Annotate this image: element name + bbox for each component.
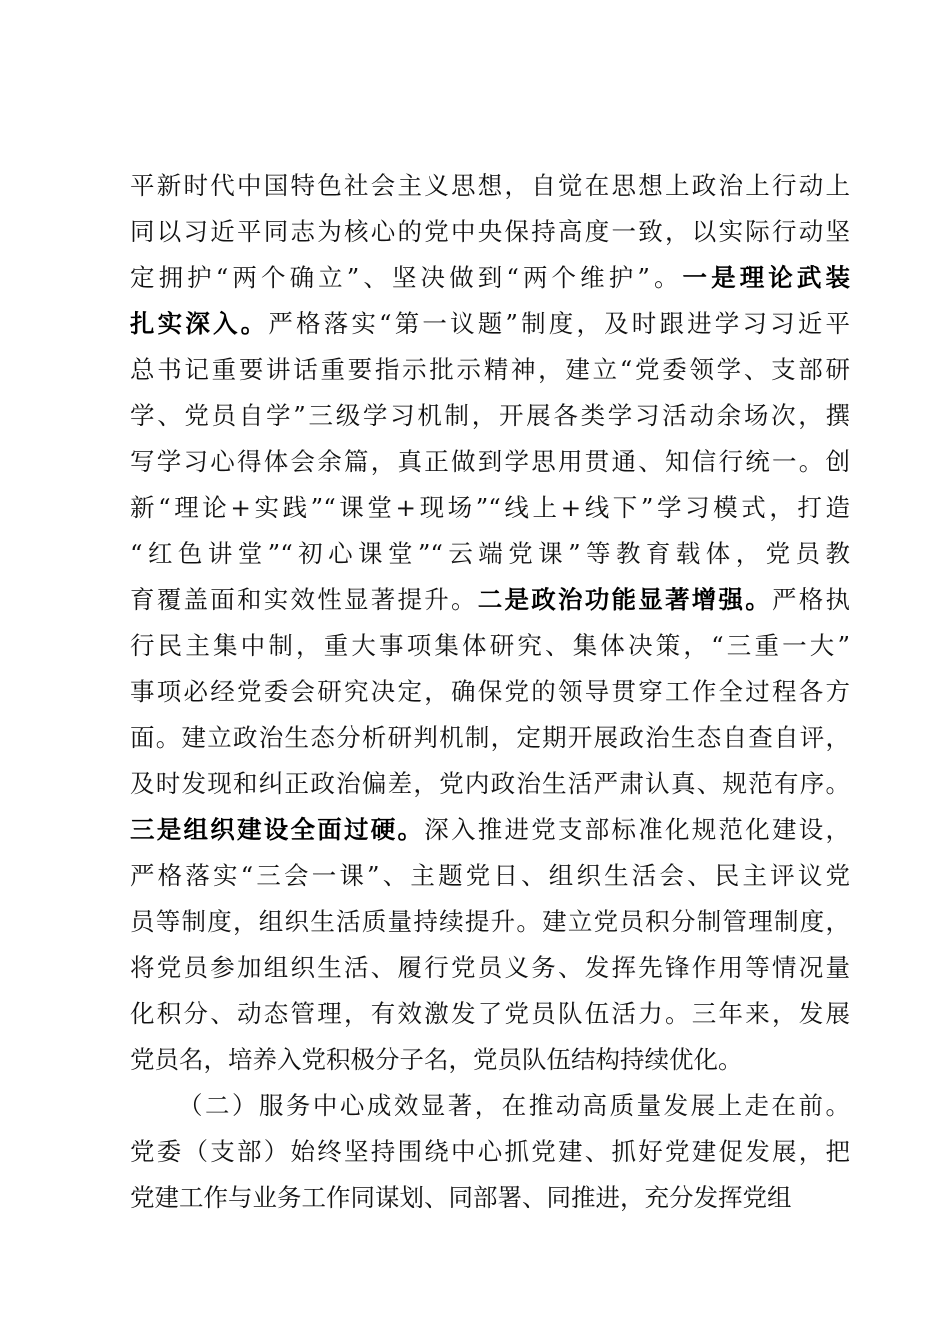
text-segment: 严格落实“三会一课”、主题党日、组织生活会、民主评议党 — [130, 861, 850, 890]
text-segment: 新“理论+实践”“课堂+现场”“线上+线下”学习模式，打造 — [130, 493, 850, 522]
text-segment: 深入推进党支部标准化规范化建设， — [424, 815, 850, 844]
text-segment: 严格落实“第一议题”制度，及时跟进学习习近平 — [268, 309, 850, 338]
text-line — [130, 209, 850, 255]
text-line — [130, 761, 850, 807]
text-line — [130, 531, 850, 577]
text-line — [130, 1175, 850, 1221]
text-line — [130, 347, 850, 393]
body-text — [130, 163, 850, 1221]
text-line — [130, 807, 850, 853]
text-line — [130, 899, 850, 945]
text-line — [130, 853, 850, 899]
text-segment: 将党员参加组织生活、履行党员义务、发挥先锋作用等情况量 — [130, 953, 850, 982]
text-segment: （二）服务中心成效显著，在推动高质量发展上走在前。 — [178, 1091, 850, 1120]
text-segment: “红色讲堂”“初心课堂”“云端党课”等教育载体，党员教 — [130, 539, 850, 568]
text-segment: 党建工作与业务工作同谋划、同部署、同推进，充分发挥党组 — [130, 1183, 792, 1212]
bold-heading-phrase: 二是政治功能显著增强。 — [477, 585, 772, 614]
bold-heading-phrase: 三是组织建设全面过硬。 — [130, 815, 425, 844]
text-line — [130, 439, 850, 485]
text-segment: 党员名，培养入党积极分子名，党员队伍结构持续优化。 — [130, 1045, 743, 1074]
text-segment: 化积分、动态管理，有效激发了党员队伍活力。三年来，发展 — [130, 999, 850, 1028]
text-segment: 严格执 — [772, 585, 850, 614]
text-segment: 党委（支部）始终坚持围绕中心抓党建、抓好党建促发展，把 — [130, 1137, 850, 1166]
text-line — [130, 1129, 850, 1175]
text-segment: 平新时代中国特色社会主义思想，自觉在思想上政治上行动上 — [130, 171, 850, 200]
text-segment: 同以习近平同志为核心的党中央保持高度一致，以实际行动坚 — [130, 217, 850, 246]
text-segment: 事项必经党委会研究决定，确保党的领导贯穿工作全过程各方 — [130, 677, 850, 706]
text-segment: 行民主集中制，重大事项集体研究、集体决策，“三重一大” — [130, 631, 850, 660]
text-segment: 总书记重要讲话重要指示批示精神，建立“党委领学、支部研 — [130, 355, 850, 384]
text-segment: 面。建立政治生态分析研判机制，定期开展政治生态自查自评， — [130, 723, 850, 752]
text-line — [130, 991, 850, 1037]
bold-heading-phrase: 扎实深入。 — [130, 309, 269, 338]
text-line — [130, 1037, 850, 1083]
text-segment: 育覆盖面和实效性显著提升。 — [130, 585, 478, 614]
text-line — [130, 1083, 850, 1129]
text-line — [130, 577, 850, 623]
text-line — [130, 945, 850, 991]
text-line — [130, 623, 850, 669]
text-line — [130, 301, 850, 347]
text-line — [130, 255, 850, 301]
text-segment: 学、党员自学”三级学习机制，开展各类学习活动余场次，撰 — [130, 401, 850, 430]
text-line — [130, 163, 850, 209]
text-segment: 及时发现和纠正政治偏差，党内政治生活严肃认真、规范有序。 — [130, 769, 850, 798]
text-line — [130, 485, 850, 531]
text-segment: 员等制度，组织生活质量持续提升。建立党员积分制管理制度， — [130, 907, 850, 936]
text-line — [130, 393, 850, 439]
text-segment: 定拥护“两个确立”、坚决做到“两个维护”。 — [130, 263, 683, 292]
text-segment: 写学习心得体会余篇，真正做到学思用贯通、知信行统一。创 — [130, 447, 850, 476]
text-line — [130, 715, 850, 761]
bold-heading-phrase: 一是理论武装 — [682, 263, 850, 292]
text-line — [130, 669, 850, 715]
